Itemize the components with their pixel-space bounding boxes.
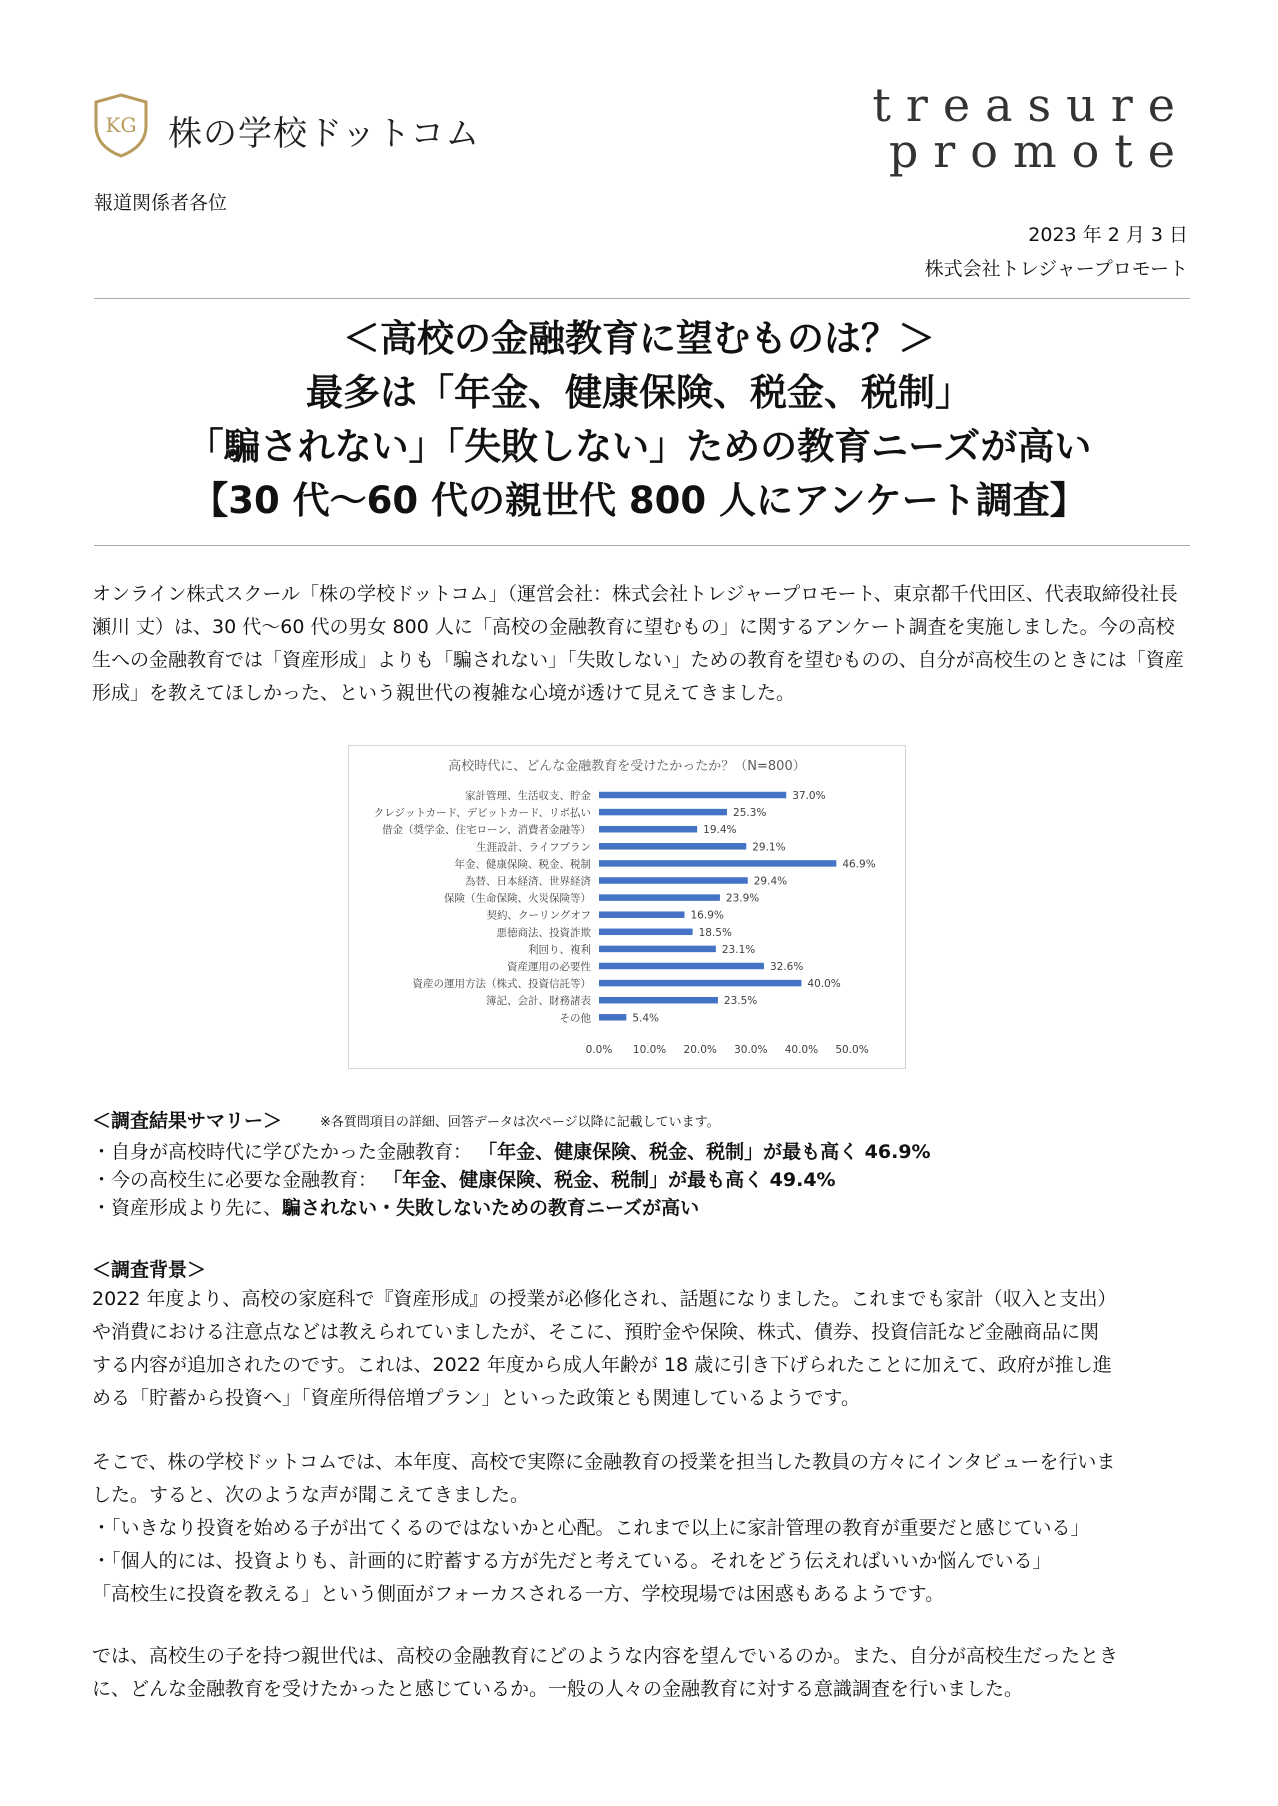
category-label: 悪徳商法、投資詐欺 bbox=[496, 926, 591, 939]
paragraph-line: に、どんな金融教育を受けたかったと感じているか。一般の人々の金融教育に対する意識調査を行いました。 bbox=[92, 1678, 1024, 1700]
value-label: 5.4% bbox=[632, 1012, 660, 1025]
brand-line-1: treasure bbox=[872, 78, 1190, 132]
category-label: 簿記、会計、財務諸表 bbox=[486, 995, 591, 1008]
x-tick-label: 20.0% bbox=[683, 1044, 717, 1056]
issuer-company: 株式会社トレジャープロモート bbox=[924, 258, 1188, 280]
value-label: 29.4% bbox=[753, 875, 788, 888]
paragraph-line: そこで、株の学校ドットコムでは、本年度、高校で実際に金融教育の授業を担当した教員の方々にインタビューを行いま bbox=[92, 1451, 1116, 1473]
summary-item-highlight: 「年金、健康保険、税金、税制」が最も高く 46.9% bbox=[478, 1141, 931, 1163]
category-label: 生涯設計、ライフプラン bbox=[476, 841, 591, 854]
paragraph-line: した。すると、次のような声が聞こえてきました。 bbox=[92, 1484, 530, 1506]
value-label: 18.5% bbox=[698, 926, 732, 939]
x-tick-label: 30.0% bbox=[734, 1044, 768, 1056]
company-logo bbox=[92, 92, 532, 156]
value-label: 46.9% bbox=[842, 858, 876, 871]
value-label: 29.1% bbox=[752, 841, 786, 854]
bar bbox=[599, 946, 716, 953]
paragraph-line: では、高校生の子を持つ親世代は、高校の金融教育にどのような内容を望んでいるのか。また、自分が高校生だったとき bbox=[92, 1645, 1119, 1667]
chart-title: 高校時代に、どんな金融教育を受けたかったか？（N=800） bbox=[448, 759, 806, 774]
bar bbox=[599, 963, 764, 970]
value-label: 32.6% bbox=[769, 961, 804, 973]
value-label: 40.0% bbox=[807, 978, 841, 991]
chart-svg bbox=[349, 746, 905, 1068]
value-label: 16.9% bbox=[690, 909, 724, 922]
summary-item-highlight: 「年金、健康保険、税金、税制」が最も高く 49.4% bbox=[383, 1169, 836, 1191]
paragraph-line: ・「個人的には、投資よりも、計画的に貯蓄する方が先だと考えている。それをどう伝えればいいか悩んでいる」 bbox=[92, 1550, 1052, 1572]
bar bbox=[599, 877, 748, 884]
value-label: 19.4% bbox=[703, 824, 737, 837]
paragraph-line: 「高校生に投資を教える」という側面がフォーカスされる一方、学校現場では困惑もあるようです。 bbox=[92, 1583, 945, 1605]
category-label: 資産の運用方法（株式、投資信託等） bbox=[412, 978, 591, 991]
category-label: 家計管理、生活収支、貯金 bbox=[465, 790, 591, 802]
bar bbox=[599, 792, 786, 799]
paragraph-line: める「貯蓄から投資へ」「資産所得倍増プラン」といった政策とも関連しているようです。 bbox=[92, 1387, 860, 1409]
value-label: 37.0% bbox=[792, 790, 826, 802]
category-label: その他 bbox=[559, 1012, 591, 1025]
x-tick-label: 10.0% bbox=[632, 1044, 667, 1056]
brand-line-2: promote bbox=[888, 124, 1190, 178]
paragraph-line: や消費における注意点などは教えられていましたが、そこに、預貯金や保険、株式、債券、投資信託など金融商品に関 bbox=[92, 1321, 1100, 1343]
press-title bbox=[0, 312, 1278, 528]
summary-item-1 bbox=[92, 1137, 931, 1164]
value-label: 25.3% bbox=[733, 807, 767, 820]
category-label: 契約、クーリングオフ bbox=[486, 909, 591, 922]
value-label: 23.5% bbox=[723, 995, 758, 1008]
value-label: 23.9% bbox=[725, 892, 760, 905]
summary-item-2 bbox=[92, 1165, 836, 1192]
intro-paragraph: オンライン株式スクール「株の学校ドットコム」（運営会社：株式会社トレジャープロモート、東京都千代田区、代表取締役社長 瀬川 丈）は、30 代～60 代の男女 800 人に「高校の金融教育に望むもの」に関するアンケート調査を実施しました。今の高校生への金融教育では「資産形成」よりも「騙されない」「失敗しない」ための教育を望むものの、自分が高校生のときには「資産形成」を教えてほしかった、という親世代の複雑な心境が透けて見えてきました。 bbox=[92, 583, 1184, 704]
paragraph-line: 2022 年度より、高校の家庭科で『資産形成』の授業が必修化され、話題になりました。これまでも家計（収入と支出） bbox=[92, 1288, 1117, 1310]
bar bbox=[599, 980, 801, 987]
category-label: クレジットカード、デビットカード、リボ払い bbox=[373, 807, 591, 820]
shield-logo-icon bbox=[92, 92, 150, 158]
bar bbox=[599, 997, 718, 1004]
x-tick-label: 50.0% bbox=[835, 1044, 869, 1056]
background-paragraph-1 bbox=[92, 1283, 1192, 1415]
title-line-3: 「騙されない」「失敗しない」ための教育ニーズが高い bbox=[186, 425, 1092, 468]
bar bbox=[599, 860, 836, 867]
background-heading: ＜調査背景＞ bbox=[92, 1259, 207, 1281]
paragraph-line: する内容が追加されたのです。これは、2022 年度から成人年齢が 18 歳に引き下げられたことに加えて、政府が推し進 bbox=[92, 1354, 1112, 1376]
addressee: 報道関係者各位 bbox=[94, 192, 228, 214]
survey-bar-chart bbox=[348, 745, 906, 1069]
category-label: 年金、健康保険、税金、税制 bbox=[454, 858, 591, 871]
divider-top bbox=[94, 298, 1190, 299]
paragraph-line: ・「いきなり投資を始める子が出てくるのではないかと心配。これまで以上に家計管理の教育が重要だと感じている」 bbox=[92, 1517, 1090, 1539]
logo-mark: KG bbox=[105, 113, 137, 137]
summary-heading: ＜調査結果サマリー＞ bbox=[92, 1110, 283, 1132]
title-line-1: ＜高校の金融教育に望むものは？＞ bbox=[343, 317, 935, 360]
summary-item-prefix: ・自身が高校時代に学びたかった金融教育： bbox=[92, 1141, 473, 1163]
bar bbox=[599, 1014, 626, 1021]
background-paragraph-3 bbox=[92, 1640, 1192, 1706]
release-date: 2023 年 2 月 3 日 bbox=[1028, 224, 1188, 246]
x-tick-label: 40.0% bbox=[784, 1044, 819, 1056]
value-label: 23.1% bbox=[721, 943, 756, 956]
bar bbox=[599, 826, 697, 833]
category-label: 保険（生命保険、火災保険等） bbox=[444, 892, 591, 905]
category-label: 利回り、複利 bbox=[528, 943, 591, 956]
summary-item-highlight: 騙されない・失敗しないための教育ニーズが高い bbox=[282, 1197, 700, 1219]
bar bbox=[599, 809, 727, 816]
summary-item-prefix: ・資産形成より先に、 bbox=[92, 1197, 283, 1219]
logo-name: 株の学校ドットコム bbox=[168, 114, 481, 154]
category-label: 為替、日本経済、世界経済 bbox=[465, 875, 591, 888]
bar bbox=[599, 894, 720, 901]
category-label: 資産運用の必要性 bbox=[507, 961, 591, 973]
title-line-2: 最多は「年金、健康保険、税金、税制」 bbox=[306, 371, 972, 414]
summary-note: ※各質問項目の詳細、回答データは次ページ以降に記載しています。 bbox=[320, 1115, 720, 1130]
bar bbox=[599, 843, 746, 850]
bar bbox=[599, 929, 693, 936]
summary-item-3 bbox=[92, 1193, 699, 1220]
category-label: 借金（奨学金、住宅ローン、消費者金融等） bbox=[382, 824, 591, 837]
divider-title bbox=[94, 545, 1190, 546]
summary-item-prefix: ・今の高校生に必要な金融教育： bbox=[92, 1169, 378, 1191]
brand-logo bbox=[872, 78, 1190, 178]
bar bbox=[599, 911, 685, 918]
background-paragraph-2 bbox=[92, 1446, 1192, 1611]
title-line-4: 【30 代～60 代の親世代 800 人にアンケート調査】 bbox=[191, 479, 1087, 522]
x-tick-label: 0.0% bbox=[585, 1044, 613, 1056]
